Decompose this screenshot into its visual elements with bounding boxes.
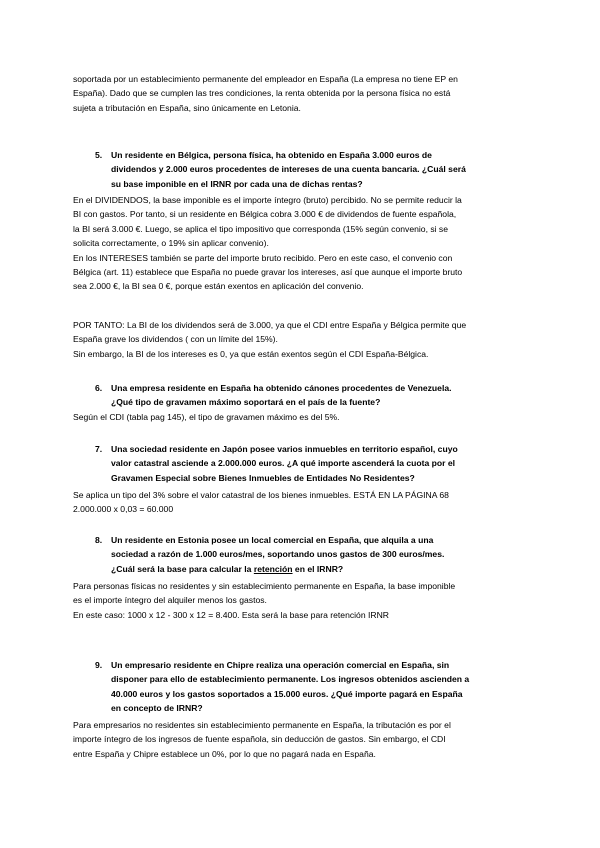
intro-paragraph (73, 72, 528, 115)
text-line: Para personas físicas no residentes y sin establecimiento permanente en España, la base imponible (73, 581, 456, 591)
question-line: sociedad a razón de 1.000 euros/mes, soportando unos gastos de 300 euros/mes. (111, 549, 445, 560)
text-line: En los INTERESES también se parte del importe bruto recibido. Pero en este caso, el convenio con (73, 252, 453, 263)
question-line: disponer para ello de establecimiento permanente. Los ingresos obtenidos ascienden a (111, 674, 470, 685)
question-line: ¿Qué tipo de gravamen máximo soportará en el país de la fuente? (111, 397, 381, 408)
underlined-keyword: retención (253, 563, 293, 574)
question-line: valor catastral asciende a 2.000.000 euros. ¿A qué importe ascenderá la cuota por el (111, 458, 456, 469)
text-line: sujeta a tributación en España, sino únicamente en Letonia. (73, 102, 301, 113)
question-line: Gravamen Especial sobre Bienes Inmuebles de Entidades No Residentes? (111, 472, 415, 483)
question-8 (95, 533, 531, 576)
question-number: 8. (95, 535, 103, 545)
text-line: importe íntegro de los ingresos de fuente española, sin deducción de gastos. Sin embargo, el CDI (73, 734, 446, 745)
question-6 (95, 381, 531, 410)
question-line: dividendos y 2.000 euros procedentes de intereses de una cuenta bancaria. ¿Cuál será (111, 164, 466, 175)
question-line: Un empresario residente en Chipre realiza una operación comercial en España, sin (111, 660, 450, 670)
answer-7 (73, 488, 528, 517)
answer-8 (73, 579, 528, 622)
text-line: es el importe íntegro del alquiler menos los gastos. (73, 595, 267, 606)
question-text: en el IRNR? (292, 563, 344, 574)
answer-5 (73, 193, 528, 294)
question-line: 40.000 euros y los gastos soportados a 15.000 euros. ¿Qué importe pagará en España (111, 688, 463, 699)
text-line: la BI será 3.000 €. Luego, se aplica el tipo impositivo que corresponda (15% según convenio, si se (73, 223, 449, 234)
question-line (111, 562, 531, 576)
question-line: Un residente en Bélgica, persona física, ha obtenido en España 3.000 euros de (111, 150, 432, 160)
question-number: 6. (95, 383, 103, 393)
question-7 (95, 442, 531, 485)
answer-9 (73, 718, 528, 761)
text-line: BI con gastos. Por tanto, si un residente en Bélgica cobra 3.000 € de dividendos de fuente española, (73, 209, 457, 220)
text-line: soportada por un establecimiento permanente del empleador en España (La empresa no tiene EP en (73, 74, 458, 84)
question-number: 7. (95, 444, 103, 454)
question-5 (95, 148, 531, 191)
text-line: Bélgica (art. 11) establece que España no puede gravar los intereses, así que aunque el importe bruto (73, 267, 463, 278)
answer-6 (73, 410, 528, 424)
question-number: 5. (95, 150, 103, 160)
text-line: Para empresarios no residentes sin establecimiento permanente en España, la tributación es por el (73, 720, 451, 730)
question-9 (95, 658, 531, 716)
question-number: 9. (95, 660, 103, 670)
text-line: POR TANTO: La BI de los dividendos será de 3.000, ya que el CDI entre España y Bélgica permite que (73, 320, 467, 330)
question-line: Un residente en Estonia posee un local comercial en España, que alquila a una (111, 535, 434, 545)
text-line: solicita correctamente, o 19% sin aplicar convenio). (73, 238, 269, 249)
text-line: En el DIVIDENDOS, la base imponible es el importe íntegro (bruto) percibido. No se permite reducir la (73, 195, 462, 205)
text-line: España grave los dividendos ( con un límite del 15%). (73, 334, 278, 345)
text-line: Según el CDI (tabla pag 145), el tipo de gravamen máximo es del 5%. (73, 412, 340, 422)
question-line: Una empresa residente en España ha obtenido cánones procedentes de Venezuela. (111, 383, 452, 393)
question-line: su base imponible en el IRNR por cada una de dichas rentas? (111, 178, 363, 189)
conclusion-5 (73, 318, 528, 361)
text-line: entre España y Chipre establece un 0%, por lo que no pagará nada en España. (73, 748, 376, 759)
text-line: En este caso: 1000 x 12 - 300 x 12 = 8.400. Esta será la base para retención IRNR (73, 609, 390, 620)
text-line: Se aplica un tipo del 3% sobre el valor catastral de los bienes inmuebles. ESTÁ EN LA PÁGINA 68 (73, 490, 449, 500)
text-line: 2.000.000 x 0,03 = 60.000 (73, 504, 174, 515)
question-line: en concepto de IRNR? (111, 703, 203, 714)
text-line: España). Dado que se cumplen las tres condiciones, la renta obtenida por la persona física no está (73, 88, 451, 99)
text-line: sea 2.000 €, la BI sea 0 €, porque están exentos en aplicación del convenio. (73, 281, 364, 292)
question-text: ¿Cuál será la base para calcular la (111, 563, 254, 574)
question-line: Una sociedad residente en Japón posee varios inmuebles en territorio español, cuyo (111, 444, 458, 454)
text-line: Sin embargo, la BI de los intereses es 0, ya que están exentos según el CDI España-Bélgica. (73, 348, 429, 359)
